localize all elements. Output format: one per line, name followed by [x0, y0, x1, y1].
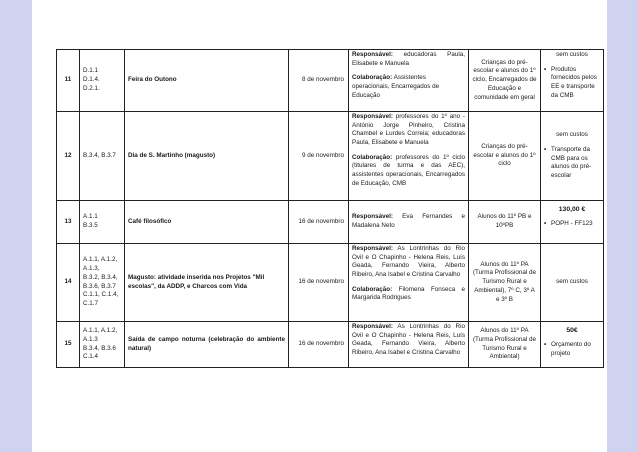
- collaboration-label: Colaboração:: [352, 74, 393, 82]
- activity-name: Feira do Outono: [125, 50, 289, 112]
- objective-codes: A.1.1, A.1.2, A.1.3, B.3.2, B.3.4, B.3.6, B.3.7 C.1.1, C.1.4, C.1.7: [80, 244, 125, 322]
- bullet-icon: •: [544, 220, 547, 228]
- table-row: [57, 112, 604, 201]
- cost-detail: Produtos fornecidos pelos EE e transporte da CMB: [551, 65, 597, 99]
- table-row: [57, 244, 604, 322]
- collaboration-label: Colaboração:: [352, 285, 393, 293]
- target-public: Crianças do pré-escolar e alunos do 1º ciclo, Encarregados de Educação e comunidade em geral: [469, 50, 541, 112]
- cost-note: sem custos: [556, 131, 588, 139]
- table-row: [57, 201, 604, 244]
- document-page: [32, 0, 607, 452]
- row-number: 11: [57, 50, 80, 112]
- activity-name: Magusto: atividade inserida nos Projetos "Mil escolas", da ADDP, e Charcos com Vida: [125, 244, 289, 322]
- responsible-label: Responsável:: [352, 113, 393, 120]
- cost-detail: Orçamento do projeto: [551, 341, 591, 358]
- responsible-label: Responsável:: [352, 213, 393, 221]
- collaboration-text: Filomena Fonseca e Margarida Rodrigues: [352, 285, 465, 302]
- responsible-label: Responsável:: [352, 323, 393, 330]
- target-public: Crianças do pré-escolar e alunos do 1º ciclo: [469, 112, 541, 201]
- target-public: Alunos do 11º PA (Turma Profissional de Turismo Rural e Ambiental): [469, 322, 541, 368]
- responsible-cell: [349, 112, 469, 201]
- activity-date: 16 de novembro: [289, 201, 349, 244]
- objective-codes: D.1.1 D.1.4. D.2.1.: [80, 50, 125, 112]
- table-row: [57, 322, 604, 368]
- responsible-text: As Lontrinhas do Rio Ovil e O Chapinho - Helena Reis, Luís Geada, Fernando Vieira, Alberto Ribeiro, Ana Isabel e Cristina Carvalho: [352, 245, 465, 279]
- responsible-cell: [349, 50, 469, 112]
- responsible-cell: [349, 244, 469, 322]
- bullet-icon: •: [544, 145, 547, 153]
- cost-note: sem custos: [556, 278, 588, 286]
- activity-date: 16 de novembro: [289, 322, 349, 368]
- collaboration-text: Assistentes operacionais, Encarregados de Educação: [352, 74, 440, 99]
- objective-codes: A.1.1, A.1.2, A.1.3 B.3.4, B.3.6 C.1.4: [80, 322, 125, 368]
- cost-detail: Transporte da CMB para os alunos do pré-escolar: [551, 145, 592, 180]
- activities-table: [56, 49, 604, 368]
- objective-codes: A.1.1 B.3.5: [80, 201, 125, 244]
- target-public: Alunos do 11º PB e 10ºPB: [469, 201, 541, 244]
- cost-cell: [541, 112, 604, 201]
- responsible-text: Eva Fernandes e Madalena Neto: [352, 213, 465, 229]
- responsible-label: Responsável:: [352, 245, 393, 252]
- objective-codes: B.3.4, B.3.7: [80, 112, 125, 201]
- activity-date: 9 de novembro: [289, 112, 349, 201]
- target-public: Alunos do 11º PA (Turma Profissional de Turismo Rural e Ambiental), 7º C, 3º A e 3º B: [469, 244, 541, 322]
- collaboration-label: Colaboração:: [352, 153, 393, 161]
- cost-note: sem custos: [556, 51, 588, 58]
- activity-name: Dia de S. Martinho (magusto): [125, 112, 289, 201]
- cost-amount: 130,00 €: [558, 206, 586, 213]
- responsible-text: educadoras Paula, Elisabete e Manuela: [352, 51, 465, 67]
- responsible-text: As Lontrinhas do Rio Ovil e O Chapinho - Helena Reis, Luís Geada, Fernando Vieira, Alberto Ribeiro, Ana Isabel e Cristina Carvalho: [352, 323, 465, 357]
- cost-cell: [541, 322, 604, 368]
- row-number: 14: [57, 244, 80, 322]
- row-number: 15: [57, 322, 80, 368]
- responsible-cell: [349, 201, 469, 244]
- row-number: 12: [57, 112, 80, 201]
- activity-name: Café filosófico: [125, 201, 289, 244]
- activity-name: Saída de campo noturna (celebração do ambiente natural): [125, 322, 289, 368]
- cost-amount: 50€: [566, 327, 578, 334]
- responsible-text: professores do 1º ano - António Jorge Pinheiro, Cristina Chambel e Lurdes Correia; educadoras Paula, Elisabete e Manuela: [352, 113, 465, 147]
- responsible-cell: [349, 322, 469, 368]
- bullet-icon: •: [544, 341, 547, 349]
- table-row: [57, 50, 604, 112]
- bullet-icon: •: [544, 65, 547, 73]
- responsible-label: Responsável:: [352, 51, 393, 58]
- cost-detail: POPH - FF123: [551, 220, 593, 228]
- cost-cell: [541, 244, 604, 322]
- row-number: 13: [57, 201, 80, 244]
- collaboration-text: professores do 1º ciclo (titulares de turma e das AEC), assistentes operacionais, Encarregados de Educação, CMB: [352, 153, 465, 187]
- activity-date: 16 de novembro: [289, 244, 349, 322]
- activity-date: 8 de novembro: [289, 50, 349, 112]
- cost-cell: [541, 201, 604, 244]
- cost-cell: [541, 50, 604, 112]
